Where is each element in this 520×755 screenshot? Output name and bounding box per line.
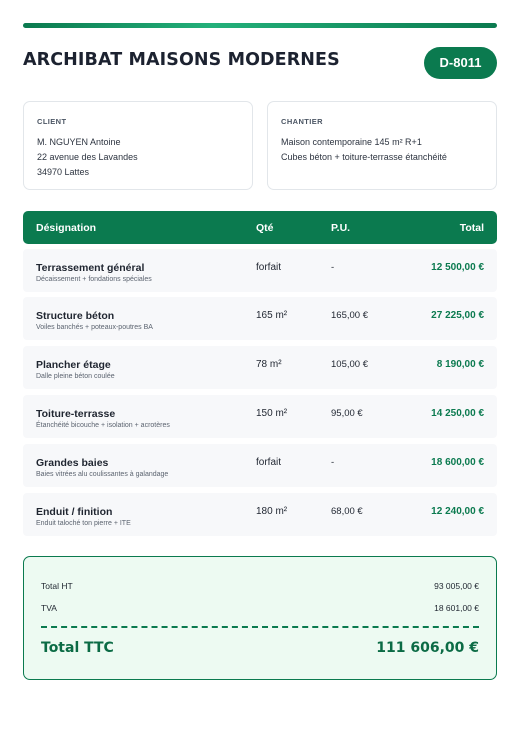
table-row — [23, 297, 497, 340]
row-designation: Enduit / finition — [36, 506, 113, 518]
tva-label: TVA — [41, 603, 57, 613]
company-name: ARCHIBAT MAISONS MODERNES — [23, 50, 340, 70]
row-description: Étanchéité bicouche + isolation + acrotères — [36, 422, 170, 429]
totals-summary — [23, 556, 497, 680]
row-total: 27 225,00 € — [431, 310, 484, 321]
subtotal-ht-value: 93 005,00 € — [434, 581, 479, 591]
row-designation: Plancher étage — [36, 359, 111, 371]
row-total: 12 500,00 € — [431, 262, 484, 273]
header-designation: Désignation — [36, 222, 97, 234]
row-total: 12 240,00 € — [431, 506, 484, 517]
row-unit-price: 165,00 € — [331, 310, 368, 321]
row-qty: 180 m² — [256, 506, 288, 517]
site-line2: Cubes béton + toiture-terrasse étanchéité — [281, 152, 447, 162]
total-ttc-value: 111 606,00 € — [376, 640, 479, 656]
row-total: 8 190,00 € — [436, 359, 484, 370]
header-pu: P.U. — [331, 222, 351, 234]
client-address-line2: 34970 Lattes — [37, 167, 90, 177]
table-row — [23, 493, 497, 536]
client-address-line1: 22 avenue des Lavandes — [37, 152, 138, 162]
row-qty: 165 m² — [256, 310, 288, 321]
row-unit-price: 68,00 € — [331, 506, 363, 517]
client-card — [23, 101, 253, 190]
row-description: Décaissement + fondations spéciales — [36, 276, 152, 283]
quote-reference-badge: D-8011 — [424, 47, 497, 79]
row-unit-price: - — [331, 262, 335, 273]
table-row — [23, 346, 497, 389]
row-qty: 150 m² — [256, 408, 288, 419]
total-ttc-label: Total TTC — [41, 640, 114, 656]
summary-divider — [41, 626, 479, 628]
site-card — [267, 101, 497, 190]
row-designation: Toiture-terrasse — [36, 408, 116, 420]
row-designation: Grandes baies — [36, 457, 109, 469]
client-label: CLIENT — [37, 117, 67, 126]
row-qty: forfait — [256, 457, 282, 468]
site-line1: Maison contemporaine 145 m² R+1 — [281, 137, 422, 147]
row-qty: 78 m² — [256, 359, 282, 370]
row-description: Voiles banchés + poteaux-poutres BA — [36, 324, 153, 331]
header-accent-bar — [23, 23, 497, 28]
row-description: Dalle pleine béton coulée — [36, 373, 115, 380]
subtotal-ht-label: Total HT — [41, 581, 73, 591]
row-unit-price: - — [331, 457, 335, 468]
row-description: Enduit taloché ton pierre + ITE — [36, 520, 131, 527]
row-unit-price: 105,00 € — [331, 359, 368, 370]
row-designation: Structure béton — [36, 310, 115, 322]
table-header — [23, 211, 497, 244]
header-total: Total — [459, 222, 484, 234]
table-row — [23, 395, 497, 438]
row-total: 18 600,00 € — [431, 457, 484, 468]
row-total: 14 250,00 € — [431, 408, 484, 419]
row-unit-price: 95,00 € — [331, 408, 363, 419]
table-row — [23, 249, 497, 292]
header-qty: Qté — [256, 222, 274, 234]
row-designation: Terrassement général — [36, 262, 145, 274]
row-description: Baies vitrées alu coulissantes à galandage — [36, 471, 169, 478]
row-qty: forfait — [256, 262, 282, 273]
tva-value: 18 601,00 € — [434, 603, 479, 613]
client-name: M. NGUYEN Antoine — [37, 137, 121, 147]
site-label: CHANTIER — [281, 117, 323, 126]
table-row — [23, 444, 497, 487]
